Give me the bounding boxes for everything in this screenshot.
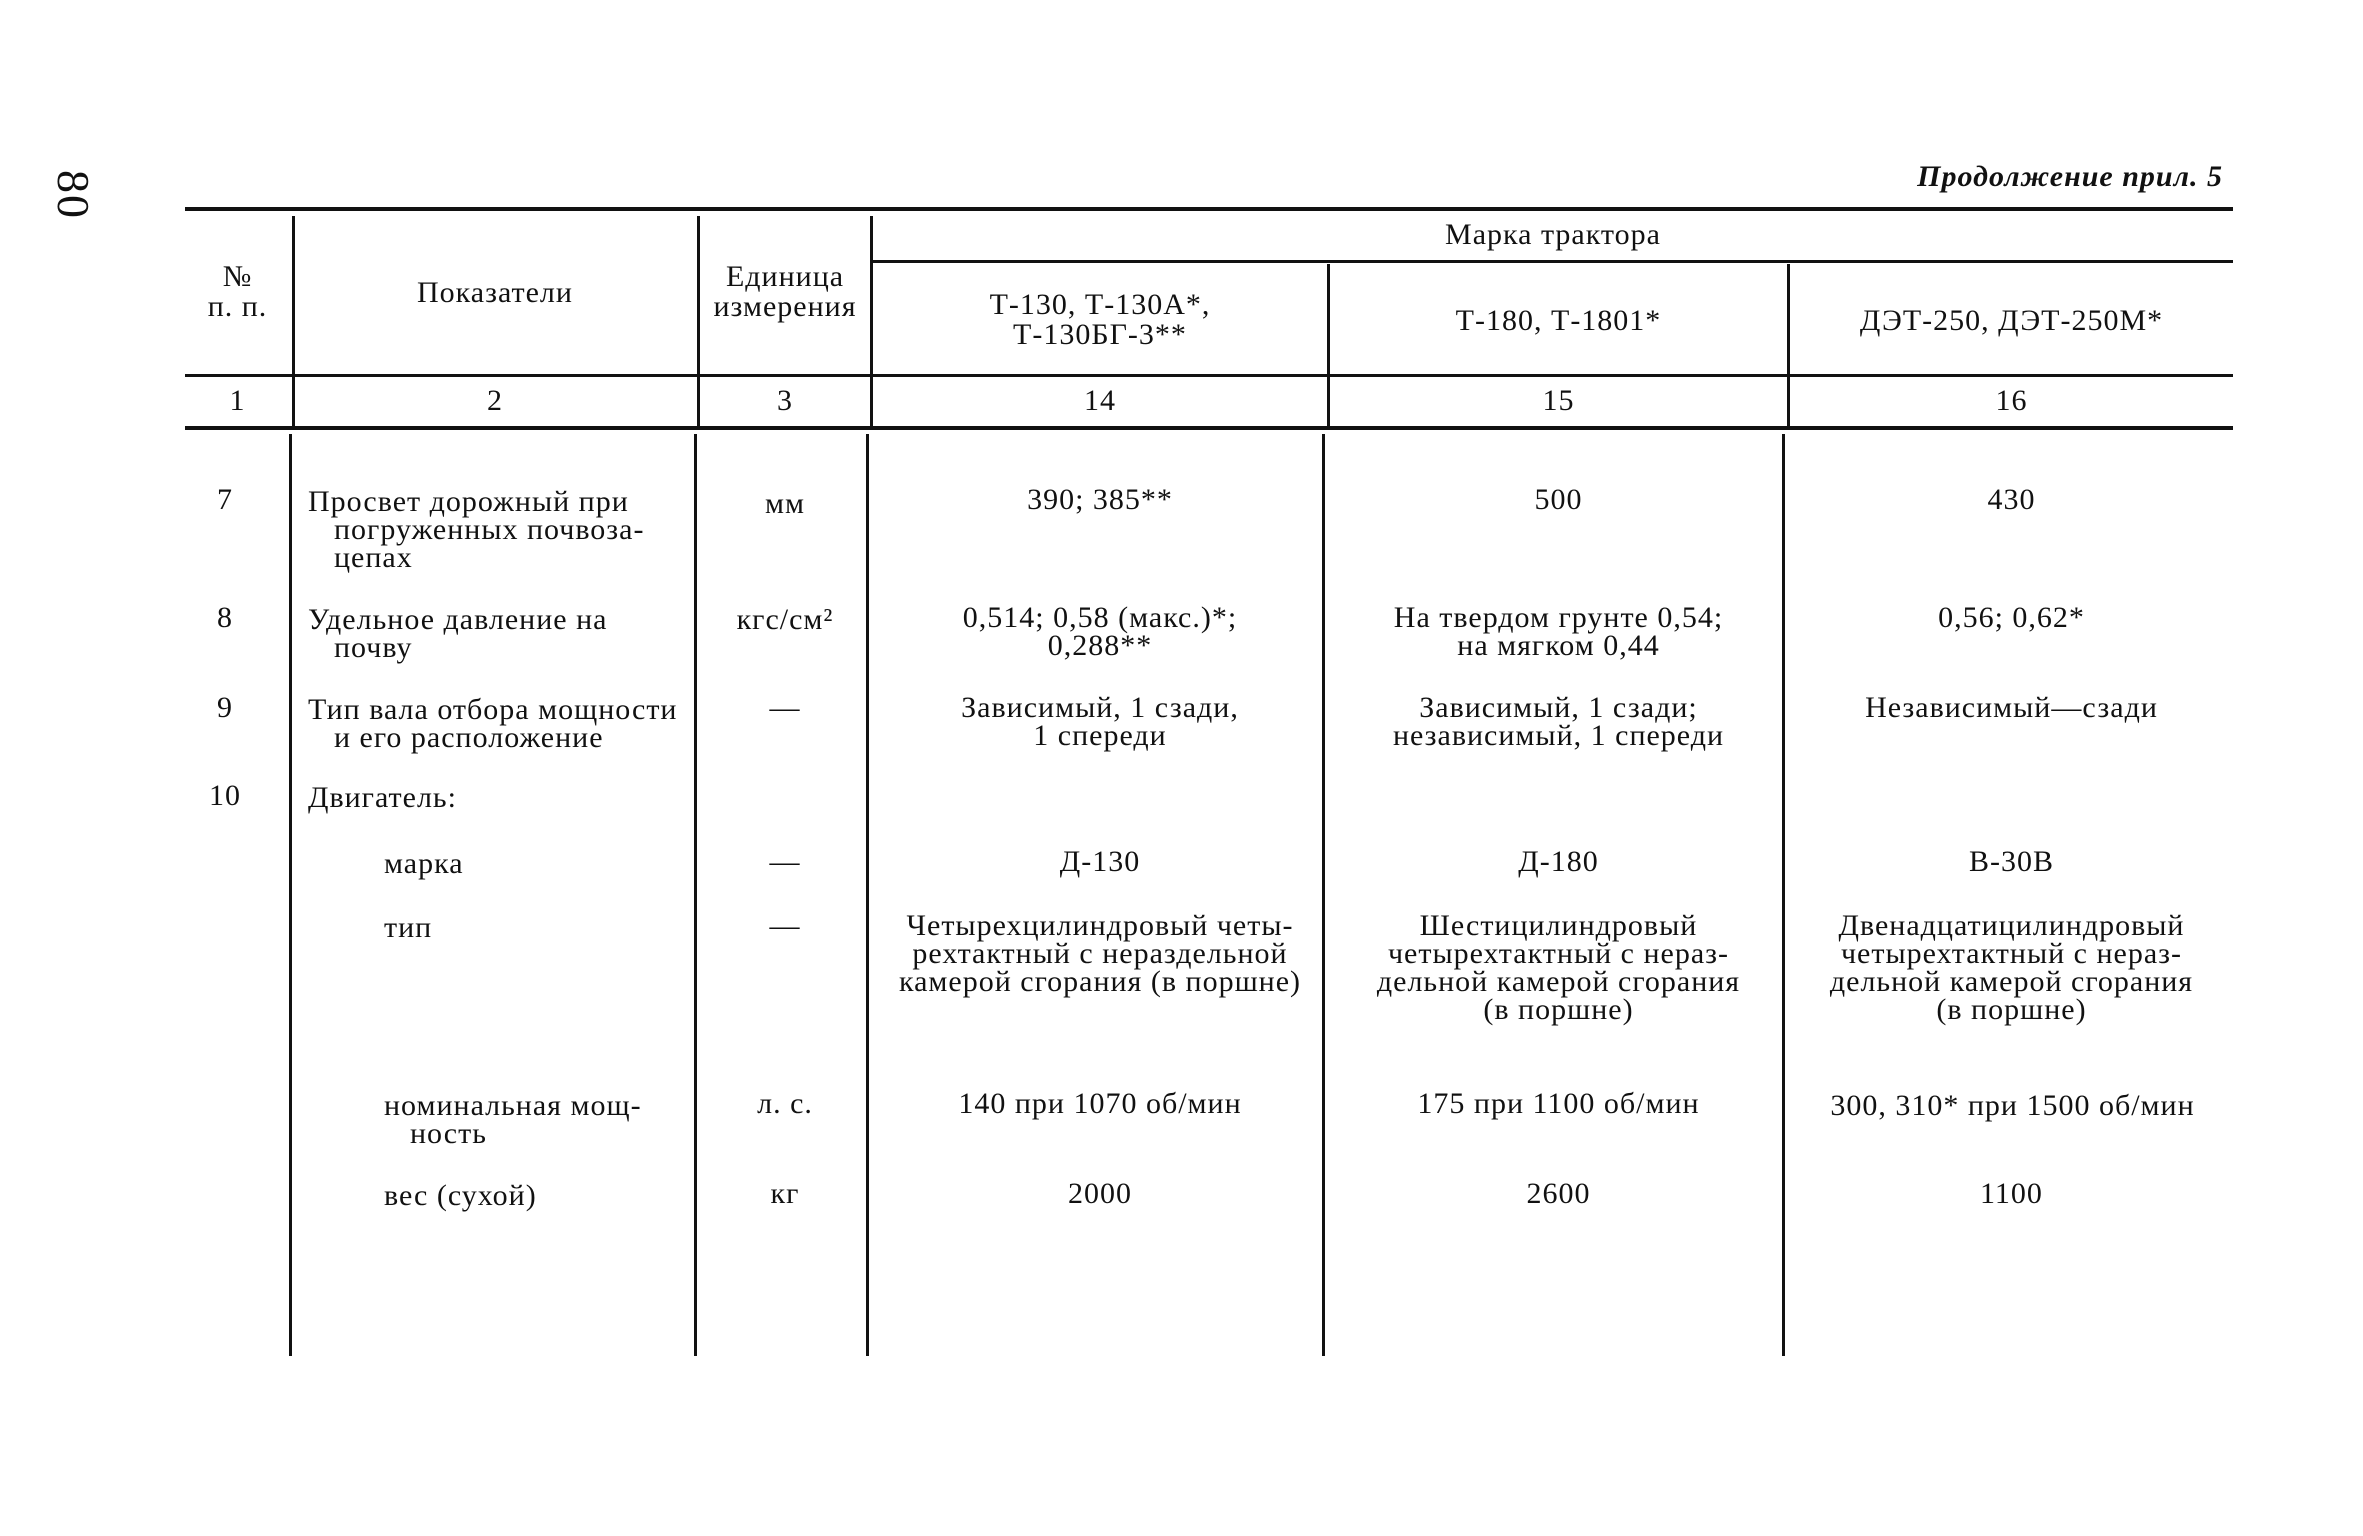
row-8-num: 8	[217, 601, 233, 634]
row-7-unit: мм	[765, 487, 805, 520]
row-9-num: 9	[217, 691, 233, 724]
colnum-3: 3	[777, 384, 793, 417]
row-8-unit: кгс/см²	[736, 603, 834, 636]
header-col14: Т-130, Т-130А*, Т-130БГ-3**	[989, 288, 1211, 351]
engine-brand-label: марка	[384, 847, 464, 880]
header-col16: ДЭТ-250, ДЭТ-250М*	[1859, 304, 2164, 337]
colnum-1: 1	[229, 384, 246, 417]
vline-body-5	[1782, 434, 1785, 1356]
engine-type-c14: Четырехцилиндровый четы- рехтактный с нераздельной камерой сгорания (в поршне)	[898, 909, 1302, 998]
row-7-c16: 430	[1987, 483, 2036, 516]
vline-body-3	[866, 434, 869, 1356]
engine-brand-c16: В-30В	[1968, 845, 2054, 878]
header-indicators: Показатели	[417, 276, 573, 309]
row-8-c15: На твердом грунте 0,54; на мягком 0,44	[1393, 601, 1724, 662]
engine-power-c14: 140 при 1070 об/мин	[958, 1087, 1242, 1120]
row-8-indicator: Удельное давление на почву	[308, 603, 608, 664]
colnum-16: 16	[1995, 384, 2028, 417]
header-col15: Т-180, Т-1801*	[1455, 304, 1662, 337]
engine-brand-unit: —	[769, 845, 801, 878]
engine-brand-c15: Д-180	[1518, 845, 1599, 878]
row-9-indicator: Тип вала отбора мощности и его расположение	[308, 693, 678, 754]
brand-underline	[872, 260, 2233, 263]
header-unit: Единица измерения	[713, 260, 857, 323]
row-8-c14: 0,514; 0,58 (макс.)*; 0,288**	[962, 601, 1238, 662]
engine-type-c16: Двенадцатицилиндровый четырехтактный с нераз- дельной камерой сгорания (в поршне)	[1829, 909, 2194, 1026]
engine-type-c15: Шестицилиндровый четырехтактный с нераз- дельной камерой сгорания (в поршне)	[1376, 909, 1741, 1026]
header-num: № п. п.	[207, 260, 268, 323]
continuation-label: Продолжение прил. 5	[1917, 160, 2223, 193]
engine-brand-c14: Д-130	[1059, 845, 1141, 878]
engine-power-c16: 300, 310* при 1500 об/мин	[1830, 1089, 2195, 1122]
colnum-bottom-rule	[185, 426, 2233, 430]
engine-weight-c14: 2000	[1068, 1177, 1132, 1210]
row-7-c15: 500	[1534, 483, 1583, 516]
engine-type-unit: —	[769, 909, 801, 942]
engine-weight-c16: 1100	[1980, 1177, 2043, 1210]
table-top-rule	[185, 207, 2233, 211]
row-9-unit: —	[769, 691, 801, 724]
row-8-c16: 0,56; 0,62*	[1938, 601, 2085, 634]
vline-body-1	[289, 434, 292, 1356]
colnum-14: 14	[1084, 384, 1116, 417]
row-9-c14: Зависимый, 1 сзади, 1 спереди	[961, 691, 1239, 752]
engine-weight-c15: 2600	[1526, 1177, 1591, 1210]
engine-power-c15: 175 при 1100 об/мин	[1417, 1087, 1700, 1120]
row-9-c16: Независимый—сзади	[1865, 691, 2158, 724]
colnum-2: 2	[487, 384, 503, 417]
row-9-c15: Зависимый, 1 сзади; независимый, 1 спереди	[1392, 691, 1725, 752]
engine-weight-unit: кг	[770, 1177, 800, 1210]
header-brand: Марка трактора	[1445, 218, 1661, 251]
engine-type-label: тип	[384, 911, 433, 944]
row-7-num: 7	[217, 483, 233, 516]
row-7-c14: 390; 385**	[1027, 483, 1173, 516]
row-10-indicator: Двигатель:	[308, 781, 457, 814]
vline-body-4	[1322, 434, 1325, 1356]
engine-power-label: номинальная мощ- ность	[384, 1089, 642, 1150]
row-10-num: 10	[209, 779, 241, 812]
engine-weight-label: вес (сухой)	[384, 1179, 537, 1212]
vline-body-2	[694, 434, 697, 1356]
colnum-15: 15	[1542, 384, 1575, 417]
engine-power-unit: л. с.	[757, 1087, 813, 1120]
row-7-indicator: Просвет дорожный при погруженных почвоза- цепах	[308, 485, 645, 574]
header-bottom-rule	[185, 374, 2233, 377]
page-number: 80	[48, 170, 99, 220]
